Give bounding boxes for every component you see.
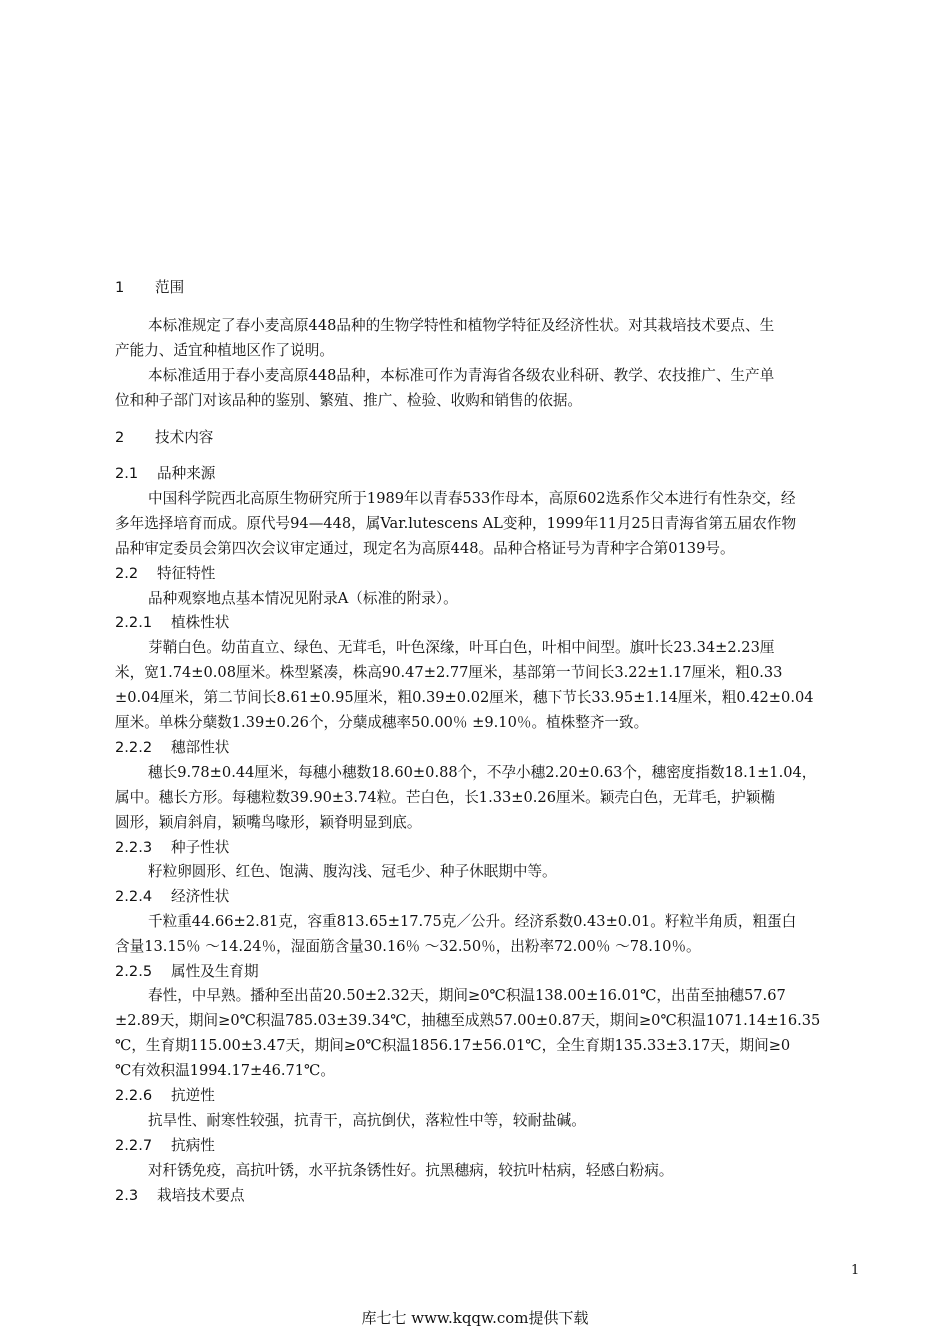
paragraph-line: 米，宽1.74±0.08厘米。株型紧凑，株高90.47±2.77厘米，基部第一节间长3.22±1.17厘米，粗0.33	[115, 664, 783, 681]
paragraph-line: 芽鞘白色。幼苗直立、绿色、无茸毛，叶色深缘，叶耳白色，叶相中间型。旗叶长23.34±2.23厘	[148, 639, 775, 656]
section-number: 2.2.2	[115, 739, 153, 756]
section-title: 穗部性状	[171, 739, 230, 756]
section-number: 2.2.1	[115, 614, 153, 631]
section-number: 2	[115, 429, 125, 446]
section-heading-2-2-3	[115, 838, 229, 858]
paragraph-line: 含量13.15％ ～14.24％，湿面筋含量30.16％ ～32.50％，出粉率72.00％ ～78.10％。	[115, 938, 701, 955]
section-heading-2-2-5	[115, 962, 259, 982]
section-number: 2.2.7	[115, 1137, 153, 1154]
section-number: 2.2.4	[115, 888, 153, 905]
section-heading-1	[115, 278, 184, 298]
paragraph-line: 属中。穗长方形。每穗粒数39.90±3.74粒。芒白色，长1.33±0.26厘米。颖壳白色，无茸毛，护颖椭	[115, 789, 775, 806]
paragraph-line: 抗旱性、耐寒性较强，抗青干，高抗倒伏，落粒性中等，较耐盐碱。	[148, 1112, 586, 1129]
section-number: 2.2.5	[115, 963, 153, 980]
paragraph-line: 品种观察地点基本情况见附录A（标准的附录）。	[148, 590, 458, 607]
section-heading-2-2	[115, 564, 215, 584]
section-heading-2-2-6	[115, 1086, 215, 1106]
section-title: 抗病性	[171, 1137, 215, 1154]
section-number: 2.1	[115, 465, 139, 482]
section-heading-2-2-2	[115, 738, 229, 758]
paragraph-line: 圆形，颖肩斜肩，颖嘴鸟喙形，颖脊明显到底。	[115, 814, 422, 831]
section-number: 2.3	[115, 1187, 139, 1204]
paragraph-line: 本标准规定了春小麦高原448品种的生物学特性和植物学特征及经济性状。对其栽培技术要点、生	[148, 317, 775, 334]
paragraph-line: ±0.04厘米，第二节间长8.61±0.95厘米，粗0.39±0.02厘米，穗下节长33.95±1.14厘米，粗0.42±0.04	[115, 689, 814, 706]
section-heading-2-1	[115, 464, 215, 484]
section-title: 栽培技术要点	[157, 1187, 245, 1204]
paragraph-line: 籽粒卵圆形、红色、饱满、腹沟浅、冠毛少、种子休眠期中等。	[148, 863, 557, 880]
footer-download-link[interactable]: 库七七 www.kqqw.com提供下载	[361, 1309, 589, 1327]
section-title: 属性及生育期	[171, 963, 259, 980]
paragraph-line: ℃，生育期115.00±3.47天，期间≥0℃积温1856.17±56.01℃，全生育期135.33±3.17天，期间≥0	[115, 1037, 791, 1054]
section-heading-2-2-7	[115, 1136, 215, 1156]
paragraph-line: 产能力、适宜种植地区作了说明。	[115, 342, 334, 359]
paragraph-line: 位和种子部门对该品种的鉴别、繁殖、推广、检验、收购和销售的依据。	[115, 392, 583, 409]
paragraph-line: ℃有效积温1994.17±46.71℃。	[115, 1062, 335, 1079]
section-title: 经济性状	[171, 888, 230, 905]
paragraph-line: 中国科学院西北高原生物研究所于1989年以青春533作母本，高原602选系作父本进行有性杂交，经	[148, 490, 796, 507]
paragraph-line: 品种审定委员会第四次会议审定通过，现定名为高原448。品种合格证号为青种字合第0139号。	[115, 540, 735, 557]
paragraph-line: 多年选择培育而成。原代号94—448，属Var.lutescens AL变种，1999年11月25日青海省第五届农作物	[115, 515, 797, 532]
section-number: 1	[115, 279, 125, 296]
section-number: 2.2.3	[115, 839, 153, 856]
section-title: 种子性状	[171, 839, 230, 856]
paragraph-line: 厘米。单株分蘖数1.39±0.26个，分蘖成穗率50.00％ ±9.10％。植株整齐一致。	[115, 714, 649, 731]
paragraph-line: 本标准适用于春小麦高原448品种，本标准可作为青海省各级农业科研、教学、农技推广、生产单	[148, 367, 775, 384]
paragraph-line: 千粒重44.66±2.81克，容重813.65±17.75克／公升。经济系数0.43±0.01。籽粒半角质，粗蛋白	[148, 913, 797, 930]
section-title: 植株性状	[171, 614, 230, 631]
section-title: 抗逆性	[171, 1087, 215, 1104]
paragraph-line: 春性，中早熟。播种至出苗20.50±2.32天，期间≥0℃积温138.00±16.01℃，出苗至抽穗57.67	[148, 987, 786, 1004]
section-number: 2.2	[115, 565, 139, 582]
paragraph-line: 穗长9.78±0.44厘米，每穗小穗数18.60±0.88个，不孕小穗2.20±0.63个，穗密度指数18.1±1.04，	[148, 764, 817, 781]
section-title: 范围	[155, 279, 185, 296]
section-title: 技术内容	[155, 429, 214, 446]
section-heading-2-2-4	[115, 887, 229, 907]
page-number: 1	[851, 1263, 860, 1278]
section-number: 2.2.6	[115, 1087, 153, 1104]
section-title: 品种来源	[157, 465, 216, 482]
section-heading-2	[115, 428, 213, 448]
section-heading-2-2-1	[115, 613, 229, 633]
section-title: 特征特性	[157, 565, 216, 582]
section-heading-2-3	[115, 1186, 245, 1206]
paragraph-line: 对秆锈免疫，高抗叶锈，水平抗条锈性好。抗黑穗病，较抗叶枯病，轻感白粉病。	[148, 1162, 674, 1179]
paragraph-line: ±2.89天，期间≥0℃积温785.03±39.34℃，抽穗至成熟57.00±0.87天，期间≥0℃积温1071.14±16.35	[115, 1012, 821, 1029]
